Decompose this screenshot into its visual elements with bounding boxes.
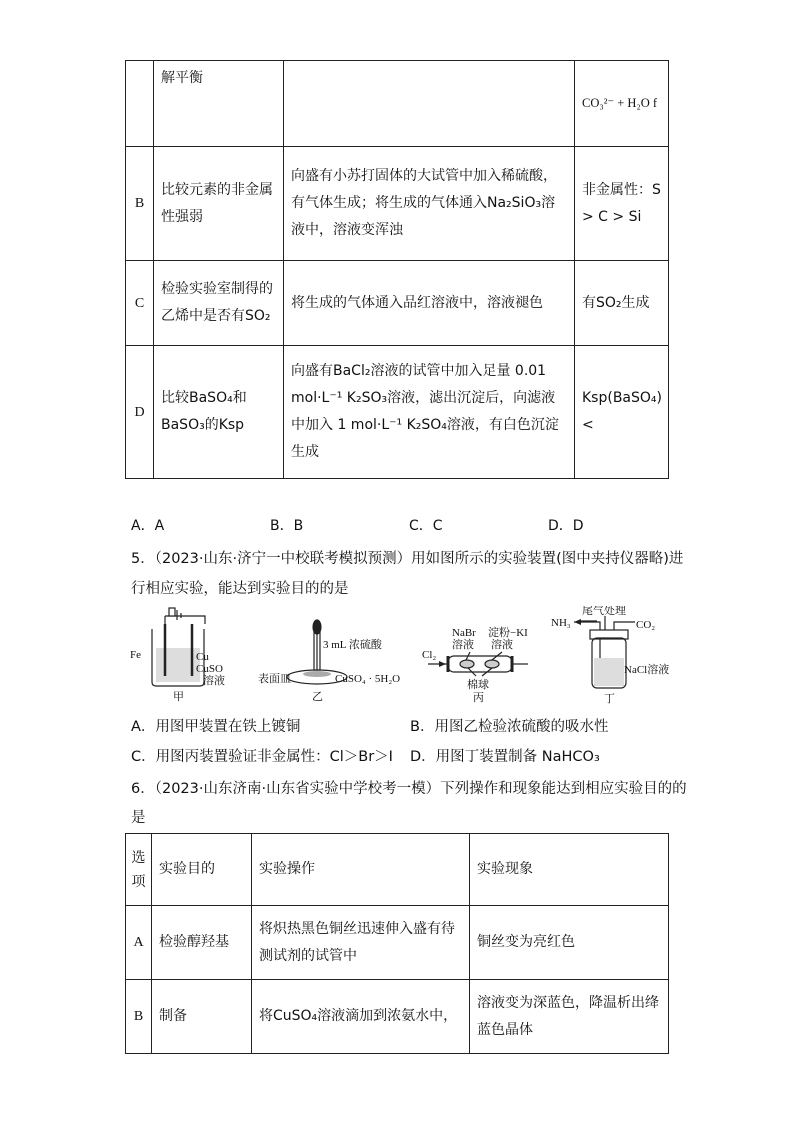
phenomenon-cell: 铜丝变为亮红色	[470, 906, 669, 980]
label-nacl: NaCl溶液	[624, 664, 670, 676]
question-6-line-1: 6．（2023·山东济南·山东省实验中学校考一模）下列操作和现象能达到相应实验目的的	[131, 781, 687, 797]
purpose-cell: 检验醇羟基	[152, 906, 252, 980]
label-yi: 乙	[312, 691, 323, 703]
result-cell: CO₃²⁻ + H₂O f	[575, 61, 669, 147]
label-solution-jia: 溶液	[203, 675, 225, 687]
option-d: D．D	[548, 518, 584, 534]
option-cell: C	[126, 261, 154, 346]
operation-cell: 向盛有BaCl₂溶液的试管中加入足量 0.01 mol·L⁻¹ K₂SO₃溶液，滤出沉淀后，向滤液中加入 1 mol·L⁻¹ K₂SO₄溶液，有白色沉淀生成	[284, 346, 575, 479]
option-b: B．B	[270, 518, 304, 534]
question-6-line-2: 是	[131, 810, 146, 826]
q5-option-b: B．用图乙检验浓硫酸的吸水性	[410, 719, 609, 735]
header-operation: 实验操作	[252, 834, 470, 906]
question-5-line-2: 行相应实验，能达到实验目的的是	[131, 581, 349, 597]
option-cell: D	[126, 346, 154, 479]
q5-option-d: D．用图丁装置制备 NaHCO₃	[410, 749, 600, 765]
purpose-cell: 比较元素的非金属性强弱	[154, 147, 284, 261]
label-starch-ki: 淀粉−KI	[488, 627, 528, 639]
conclusion-cell: 非金属性：S > C > Si	[575, 147, 669, 261]
label-acid: 3 mL 浓硫酸	[323, 639, 382, 651]
label-bing: 丙	[473, 692, 484, 704]
phenomenon-cell: 溶液变为深蓝色，降温析出绛蓝色晶体	[470, 980, 669, 1054]
label-cu: Cu	[196, 651, 209, 663]
label-cotton: 棉球	[467, 679, 489, 691]
q5-option-a: A．用图甲装置在铁上镀铜	[131, 719, 301, 735]
table-row	[126, 346, 669, 479]
table-header-row	[126, 834, 669, 906]
option-cell	[126, 61, 154, 147]
operation-cell: 将CuSO₄溶液滴加到浓氨水中，	[252, 980, 470, 1054]
option-cell: B	[126, 980, 152, 1054]
experiment-table-1	[125, 60, 669, 479]
label-cl2: Cl₂	[422, 649, 437, 661]
label-cuso4: CuSO	[196, 663, 223, 675]
option-cell: B	[126, 147, 154, 261]
purpose-cell: 比较BaSO₄和BaSO₃的Ksp	[154, 346, 284, 479]
option-cell: A	[126, 906, 152, 980]
option-c: C．C	[409, 518, 443, 534]
label-crystal: CuSO₄ · 5H₂O	[335, 673, 401, 685]
operation-cell: 将生成的气体通入品红溶液中，溶液褪色	[284, 261, 575, 346]
q5-option-c: C．用图丙装置验证非金属性：Cl＞Br＞I	[131, 749, 393, 765]
label-nabr-solution: 溶液	[452, 639, 474, 651]
q4-options	[131, 515, 691, 535]
label-co2: CO₂	[636, 619, 656, 631]
operation-cell: 将炽热黑色铜丝迅速伸入盛有待测试剂的试管中	[252, 906, 470, 980]
purpose-cell: 解平衡	[154, 61, 284, 147]
table-row	[126, 906, 669, 980]
label-starch-solution: 溶液	[491, 639, 513, 651]
label-dish: 表面皿	[258, 673, 291, 685]
purpose-cell: 检验实验室制得的乙烯中是否有SO₂	[154, 261, 284, 346]
experiment-table-2	[125, 833, 669, 1054]
table-row	[126, 980, 669, 1054]
header-phenomenon: 实验现象	[470, 834, 669, 906]
label-jia: 甲	[173, 691, 184, 703]
table-row	[126, 147, 669, 261]
label-nabr: NaBr	[452, 627, 476, 639]
q5-options-row-1	[131, 715, 608, 736]
table-row	[126, 261, 669, 346]
apparatus-ding	[574, 616, 635, 688]
table-row	[126, 61, 669, 147]
conclusion-cell: Ksp(BaSO₄) <	[575, 346, 669, 479]
label-tail-gas: 尾气处理	[582, 606, 626, 617]
label-fe: Fe	[130, 649, 141, 661]
label-ding: 丁	[604, 693, 615, 705]
apparatus-figure	[130, 606, 690, 708]
header-option: 选 项	[126, 834, 152, 906]
operation-cell: 向盛有小苏打固体的大试管中加入稀硫酸，有气体生成；将生成的气体通入Na₂SiO₃溶液中，溶液变浑浊	[284, 147, 575, 261]
operation-cell	[284, 61, 575, 147]
question-5-line-1: 5．（2023·山东·济宁一中校联考模拟预测）用如图所示的实验装置(图中夹持仪器略)进	[131, 551, 684, 567]
purpose-cell: 制备	[152, 980, 252, 1054]
conclusion-cell: 有SO₂生成	[575, 261, 669, 346]
label-nh3: NH₃	[551, 617, 571, 629]
header-purpose: 实验目的	[152, 834, 252, 906]
option-a: A．A	[131, 518, 165, 534]
q5-options-row-2	[131, 745, 600, 766]
